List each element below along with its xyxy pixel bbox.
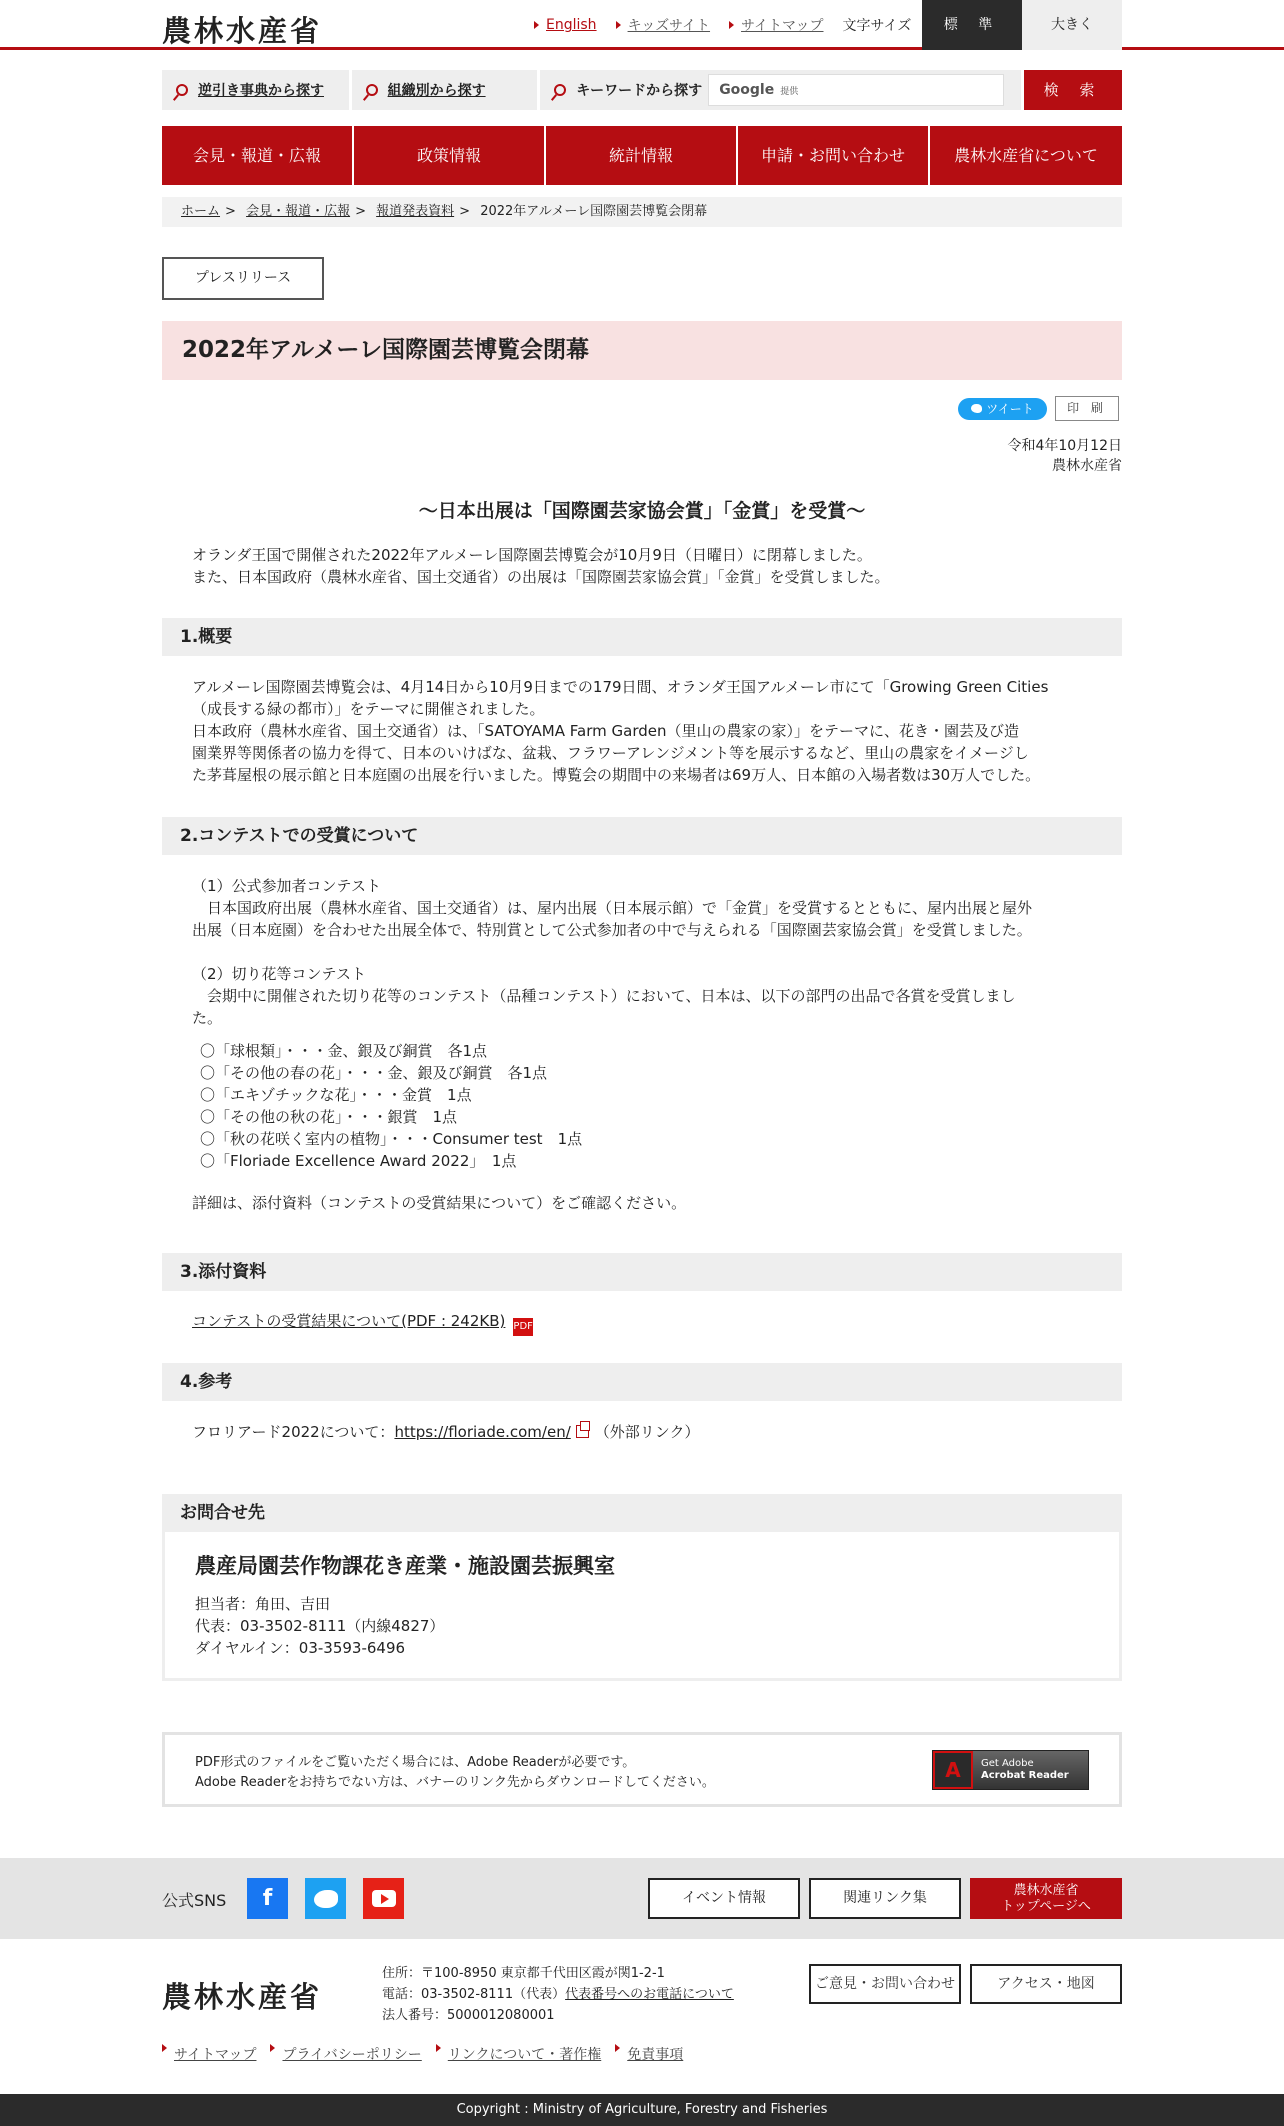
adobe-banner-line: Acrobat Reader	[981, 1770, 1069, 1781]
youtube-icon[interactable]	[363, 1878, 404, 1919]
english-link[interactable]: English	[546, 17, 597, 33]
award-item: 〇「エキゾチックな花」・・・金賞 1点	[200, 1086, 472, 1104]
google-label: Google	[719, 82, 775, 98]
disclaimer-link[interactable]: 免責事項	[627, 2047, 684, 2063]
arrow-icon	[162, 2044, 167, 2052]
external-link-note: （外部リンク）	[594, 1423, 700, 1441]
overview-text	[192, 676, 1092, 786]
reference-row	[192, 1421, 1092, 1443]
arrow-icon	[534, 21, 539, 29]
contest-line: た。	[192, 1009, 223, 1027]
breadcrumb-press[interactable]: 会見・報道・広報	[246, 204, 351, 219]
adobe-banner-line: Get Adobe	[981, 1758, 1034, 1769]
reverse-dictionary-search-tab[interactable]	[162, 70, 349, 110]
contact-box	[162, 1532, 1122, 1681]
footer-sitemap-link[interactable]: サイトマップ	[174, 2047, 257, 2063]
twitter-icon[interactable]	[305, 1878, 346, 1919]
release-date-block	[862, 436, 1122, 476]
keyword-search-label: キーワードから探す	[576, 83, 703, 99]
arrow-icon	[616, 21, 621, 29]
contest-sub-title: （2）切り花等コンテスト	[192, 965, 366, 983]
contact-line: 代表：03-3502-8111（内線4827）	[195, 1617, 445, 1635]
search-icon	[176, 84, 188, 96]
arrow-icon	[436, 2044, 441, 2052]
nav-press[interactable]: 会見・報道・広報	[162, 126, 352, 185]
award-item: 〇「Floriade Excellence Award 2022」 1点	[200, 1152, 517, 1170]
search-icon	[554, 84, 566, 96]
site-logo[interactable]: 農林水産省	[162, 14, 323, 48]
breadcrumb: ホーム > 会見・報道・広報 > 報道発表資料 > 2022年アルメーレ国際園芸博覧会閉幕	[162, 197, 1122, 227]
contact-department: 農産局園芸作物課花き産業・施設園芸振興室	[195, 1554, 615, 1578]
tweet-button[interactable]	[958, 398, 1047, 420]
keyword-search-box	[540, 70, 1021, 110]
font-size-large-button[interactable]: 大きく	[1022, 0, 1122, 50]
footer-links	[162, 2044, 697, 2064]
section-heading-contest: 2.コンテストでの受賞について	[162, 817, 1122, 855]
search-icon	[366, 84, 378, 96]
sitemap-link[interactable]: サイトマップ	[741, 18, 824, 34]
section-heading-overview: 1.概要	[162, 618, 1122, 656]
event-info-button[interactable]: イベント情報	[648, 1878, 800, 1919]
overview-line: 日本政府（農林水産省、国土交通省）は、「SATOYAMA Farm Garden（里山の農家の家）」をテーマに、花き・園芸及び造	[192, 722, 1019, 740]
award-list	[192, 1040, 1092, 1172]
font-size-label: 文字サイズ	[842, 18, 912, 34]
organization-link[interactable]: 組織別から探す	[387, 83, 486, 99]
contest-line: 出展（日本庭園）を合わせた出展全体で、特別賞として公式参加者の中で与えられる「国際園芸家協会賞」を受賞しました。	[192, 921, 1032, 939]
award-item: 〇「球根類」・・・金、銀及び銅賞 各1点	[200, 1042, 488, 1060]
contest-line: 会期中に開催された切り花等のコンテスト（品種コンテスト）において、日本は、以下の部門の出品で各賞を受賞しまし	[192, 987, 1016, 1005]
arrow-icon	[270, 2044, 275, 2052]
contest-text	[192, 875, 1092, 1214]
corporate-number: 法人番号：5000012080001	[382, 2008, 555, 2023]
share-tools	[958, 396, 1119, 421]
overview-line: た茅葺屋根の展示館と日本庭園の出展を行いました。博覧会の期間中の来場者は69万人、日本館の入場者数は30万人でした。	[192, 766, 1041, 784]
font-size-standard-button[interactable]: 標 準	[922, 0, 1022, 50]
top-page-label: 農林水産省	[1013, 1883, 1079, 1898]
top-page-label: トップページへ	[1001, 1899, 1091, 1914]
overview-line: （成長する緑の都市）」をテーマに開催されました。	[192, 700, 545, 718]
intro-line: オランダ王国で開催された2022年アルメーレ国際園芸博覧会が10月9日（日曜日）に閉幕しました。	[192, 546, 872, 564]
search-button[interactable]: 検 索	[1024, 70, 1122, 110]
section-heading-reference: 4.参考	[162, 1363, 1122, 1401]
related-links-button[interactable]: 関連リンク集	[809, 1878, 961, 1919]
award-item: 〇「その他の秋の花」・・・銀賞 1点	[200, 1108, 458, 1126]
arrow-icon	[729, 21, 734, 29]
organization-search-tab[interactable]	[352, 70, 538, 110]
google-provided-label: 提供	[780, 86, 799, 97]
copyright: Copyright : Ministry of Agriculture, Forestry and Fisheries	[0, 2094, 1284, 2126]
footer-logo: 農林水産省	[162, 1980, 323, 2014]
release-subtitle: ～日本出展は「国際園芸家協会賞」「金賞」を受賞～	[418, 500, 866, 522]
reference-label: フロリアード2022について：	[192, 1423, 395, 1441]
award-item: 〇「秋の花咲く室内の植物」・・・Consumer test 1点	[200, 1130, 583, 1148]
contact-line: ダイヤルイン：03-3593-6496	[195, 1639, 406, 1657]
acrobat-icon: A	[933, 1751, 973, 1789]
nav-about[interactable]: 農林水産省について	[930, 126, 1122, 185]
tweet-label: ツイート	[986, 402, 1034, 416]
footer-address	[382, 1963, 734, 2026]
page-title: 2022年アルメーレ国際園芸博覧会閉幕	[162, 321, 1122, 380]
sns-band	[0, 1858, 1284, 1939]
phone: 電話：03-3502-8111（代表）	[382, 1987, 566, 2002]
adobe-notice-line: PDF形式のファイルをご覧いただく場合には、Adobe Readerが必要です。	[195, 1755, 636, 1770]
nav-policy[interactable]: 政策情報	[354, 126, 544, 185]
adobe-notice-line: Adobe Readerをお持ちでない方は、バナーのリンク先からダウンロードしてください。	[195, 1775, 715, 1790]
adobe-reader-notice	[162, 1732, 1122, 1807]
nav-statistics[interactable]: 統計情報	[546, 126, 736, 185]
intro-line: また、日本国政府（農林水産省、国土交通省）の出展は「国際園芸家協会賞」「金賞」を受賞しました。	[192, 568, 890, 586]
sns-label: 公式SNS	[162, 1891, 227, 1910]
section-heading-attachments: 3.添付資料	[162, 1253, 1122, 1291]
utility-links	[534, 15, 925, 35]
contest-line: 日本国政府出展（農林水産省、国土交通省）は、屋内出展（日本展示館）で「金賞」を受賞するとともに、屋内出展と屋外	[192, 899, 1033, 917]
search-input[interactable]	[708, 74, 1004, 106]
pdf-icon: PDF	[513, 1318, 533, 1336]
attachment-row	[192, 1310, 1092, 1336]
external-link-icon	[576, 1425, 589, 1438]
phone-info-link[interactable]: 代表番号へのお電話について	[565, 1987, 734, 2002]
breadcrumb-current: 2022年アルメーレ国際園芸博覧会閉幕	[480, 204, 708, 219]
contact-line: 担当者：角田、吉田	[195, 1595, 331, 1613]
facebook-icon[interactable]: f	[247, 1878, 288, 1919]
arrow-icon	[615, 2044, 620, 2052]
privacy-policy-link[interactable]: プライバシーポリシー	[282, 2047, 422, 2063]
site-header	[0, 0, 1284, 50]
global-nav	[162, 126, 1122, 185]
intro-text	[192, 544, 1092, 588]
print-button[interactable]: 印 刷	[1055, 396, 1119, 421]
top-page-button[interactable]	[970, 1878, 1122, 1919]
attachment-pdf-link[interactable]: コンテストの受賞結果について(PDF : 242KB)	[192, 1312, 506, 1330]
award-item: 〇「その他の春の花」・・・金、銀及び銅賞 各1点	[200, 1064, 548, 1082]
floriade-link[interactable]: https://floriade.com/en/	[394, 1423, 571, 1441]
kids-site-link[interactable]: キッズサイト	[627, 18, 711, 34]
contest-note: 詳細は、添付資料（コンテストの受賞結果について）をご確認ください。	[192, 1194, 687, 1212]
reverse-dictionary-link[interactable]: 逆引き事典から探す	[198, 83, 324, 99]
address: 住所：〒100-8950 東京都千代田区霞が関1-2-1	[382, 1966, 665, 1981]
nav-application[interactable]: 申請・お問い合わせ	[738, 126, 928, 185]
contest-sub-title: （1）公式参加者コンテスト	[192, 877, 381, 895]
overview-line: 園業界等関係者の協力を得て、日本のいけばな、盆栽、フラワーアレンジメント等を展示するなど、里山の農家をイメージし	[192, 744, 1029, 762]
access-map-button[interactable]: アクセス・地図	[970, 1964, 1122, 2004]
overview-line: アルメーレ国際園芸博覧会は、4月14日から10月9日までの179日間、オランダ王国アルメーレ市にて「Growing Green Cities	[192, 678, 1049, 696]
opinion-contact-button[interactable]: ご意見・お問い合わせ	[809, 1964, 961, 2004]
issuer: 農林水産省	[1052, 458, 1122, 474]
press-release-tag[interactable]: プレスリリース	[162, 257, 324, 300]
search-bar	[162, 70, 1122, 110]
contact-heading: お問合せ先	[162, 1494, 1122, 1532]
twitter-icon	[971, 404, 982, 413]
breadcrumb-home[interactable]: ホーム	[181, 204, 221, 219]
copyright-link[interactable]: リンクについて・著作権	[447, 2047, 602, 2063]
release-date: 令和4年10月12日	[1007, 438, 1122, 454]
breadcrumb-releases[interactable]: 報道発表資料	[376, 204, 455, 219]
adobe-reader-banner[interactable]	[932, 1750, 1089, 1790]
